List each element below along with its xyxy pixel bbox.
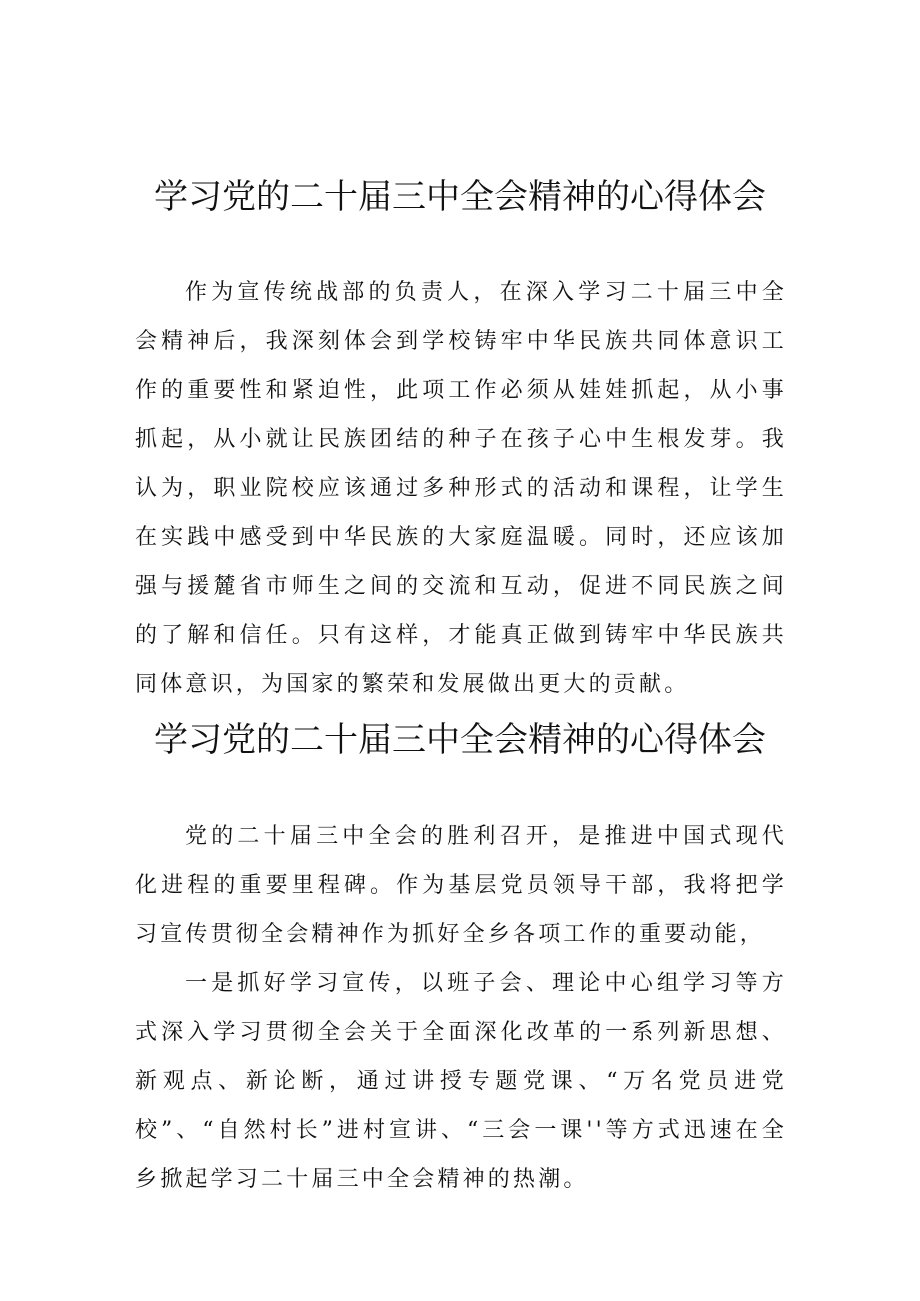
section-1-paragraph-1: 作为宣传统战部的负责人，在深入学习二十届三中全会精神后，我深刻体会到学校铸牢中华民族共同体意识工作的重要性和紧迫性，此项工作必须从娃娃抓起，从小事抓起，从小就让民族团结的种子在孩子心中生根发芽。我认为，职业院校应该通过多种形式的活动和课程，让学生在实践中感受到中华民族的大家庭温暖。同时，还应该加强与援麓省市师生之间的交流和互动，促进不同民族之间的了解和信任。只有这样，才能真正做到铸牢中华民族共同体意识，为国家的繁荣和发展做出更大的贡献。 bbox=[135, 280, 787, 697]
section-2-paragraph-1: 党的二十届三中全会的胜利召开，是推进中国式现代化进程的重要里程碑。作为基层党员领导干部，我将把学习宣传贯彻全会精神作为抓好全乡各项工作的重要动能， bbox=[135, 824, 787, 947]
section-2-paragraph-2: 一是抓好学习宣传，以班子会、理论中心组学习等方式深入学习贯彻全会关于全面深化改革的一系列新思想、新观点、新论断，通过讲授专题党课、“万名党员进党校”、“自然村长”进村宣讲、“三会一课''等方式迅速在全乡掀起学习二十届三中全会精神的热潮。 bbox=[135, 971, 787, 1192]
section-1-title: 学习党的二十届三中全会精神的心得体会 bbox=[154, 177, 766, 217]
section-1-body bbox=[135, 268, 787, 709]
section-2-body bbox=[135, 812, 787, 1204]
section-2-title: 学习党的二十届三中全会精神的心得体会 bbox=[154, 720, 766, 760]
